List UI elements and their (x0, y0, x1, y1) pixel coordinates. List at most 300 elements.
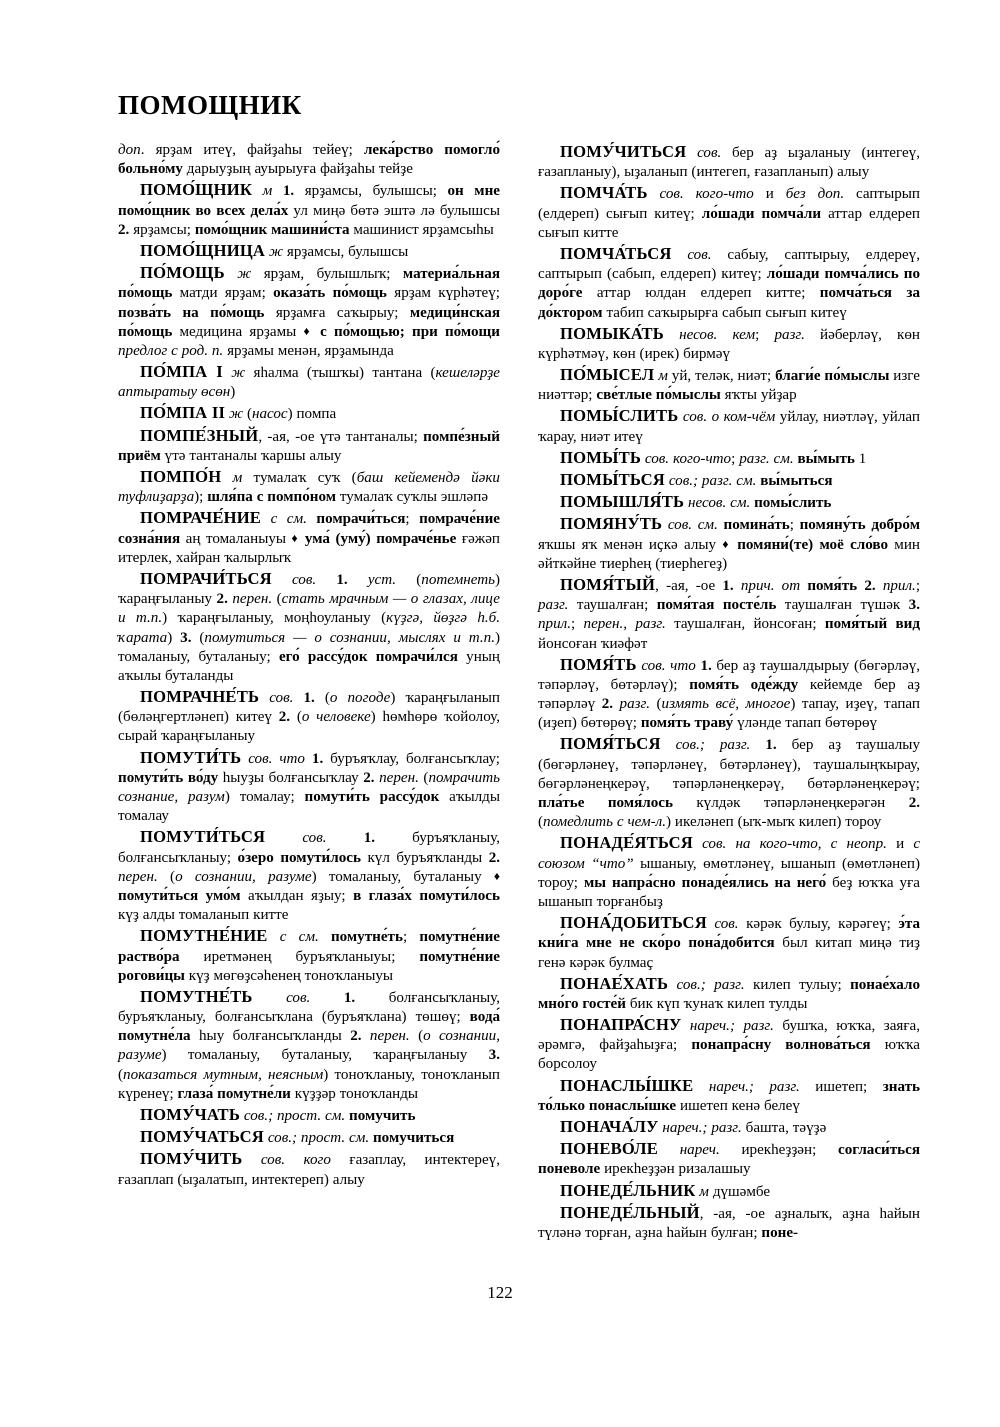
entry-text-run: позва́ть на по́мощь (118, 304, 265, 321)
entry-text-run: кешеләрҙе аптыратыу өсөн (118, 365, 501, 401)
dictionary-entry (538, 513, 920, 574)
entry-text-run: сов. что (636, 657, 696, 674)
entry-headword: ПОМРАЧЕ́НИЕ (140, 508, 262, 528)
entry-text-run: тумалаҡ суҡлы эшләпә (336, 489, 489, 506)
entry-text-run: глаза́ помутне́ли (177, 1085, 291, 1102)
entry-text-run: яһалма (тышҡы) тантана ( (253, 365, 436, 382)
entry-text-run: помутне́ть (330, 929, 403, 946)
entry-text-run: ярҙам, булышлыҡ; (263, 266, 403, 283)
entry-text-run: ышаныу, өмөтләнеү, ышанып (өмөтләнеп) тороу; (538, 855, 920, 891)
entry-headword: ПО́МЫСЕЛ (560, 365, 655, 385)
entry-text-run: помо́щник машини́ста (194, 221, 350, 238)
entry-text-run: медицина ярҙамы (172, 323, 304, 340)
dictionary-entry (538, 323, 920, 364)
entry-text-run: нареч. (657, 1142, 720, 1159)
entry-text-run: 3. (488, 1047, 500, 1064)
entry-headword: ПОМУТИ́ТЬ (140, 747, 242, 767)
entry-headword: ПО́МОЩЬ (140, 263, 225, 283)
entry-text-run: ярҙамға саҡырыу; (264, 304, 410, 321)
entry-text-run (327, 830, 364, 846)
entry-headword: ПОМУ́ЧАТЬСЯ (140, 1127, 264, 1147)
entry-headword: ПОМЫ́ТЬСЯ (560, 470, 665, 489)
entry-headword: ПОНЕВО́ЛЕ (560, 1139, 658, 1159)
entry-text-run: сов. (671, 246, 712, 263)
dictionary-entry (538, 654, 920, 734)
entry-text-run: помя́ть траву́ (640, 715, 734, 732)
entry-text-run: помча́ться за до́ктором (538, 285, 920, 321)
entry-text-run: 1 (854, 450, 867, 467)
entry-text-run: ума́ (уму́) помраче́нье (304, 530, 457, 547)
entry-headword: ПОНАДЕ́ЯТЬСЯ (560, 833, 693, 853)
entry-text-run: иретмәнең буръяҡланыуы; (179, 948, 420, 965)
entry-text-run: 1. (343, 989, 356, 1006)
entry-text-run: перен. (379, 769, 419, 786)
entry-text-run: ♦ (493, 868, 501, 883)
entry-text-run: медици́нская по́мощь (118, 304, 500, 340)
entry-headword: ПОМУ́ЧАТЬ (140, 1105, 240, 1124)
entry-text-run: 2. (908, 795, 921, 811)
entry-text-run: сов.; разг. (660, 737, 751, 754)
entry-text-run: ) томалау; (224, 789, 305, 805)
dictionary-entry (538, 1202, 920, 1243)
dictionary-entry (538, 491, 920, 513)
entry-text-run: ) ҡараңғыланыу (118, 571, 501, 608)
entry-text-run: ( (538, 814, 544, 831)
entry-text-run: сов. (265, 830, 327, 847)
entry-text-run: юҡҡа борсолоу (538, 1037, 920, 1073)
entry-text-run: м (252, 183, 283, 200)
entry-headword: ПОМЫ́ТЬ (560, 447, 642, 467)
entry-text-run: баш кейемендә йәки туфлиҙарҙа (118, 470, 500, 506)
entry-text-run: ло́шади помча́ли (701, 205, 822, 222)
entry-text-run: ; (755, 326, 775, 343)
entry-text-run: 1. (722, 577, 734, 594)
entry-text-run: о погоде (329, 690, 391, 707)
entry-text-run: 3. (180, 629, 192, 646)
entry-text-run: ишетеп; (799, 1078, 883, 1095)
entry-text-run: в глаза́х помути́лось (353, 887, 500, 904)
entry-text-run: помы́слить (754, 495, 832, 512)
entry-text-run: и (753, 186, 786, 203)
entry-text-run: бер аҙ ыҙаланыу (интегеү, ғазапланыу), ыҙаланып (интегеп, ғазапланып) алыу (538, 145, 920, 181)
entry-text-run: нареч.; разг. (693, 1078, 800, 1095)
entry-text-run: ярҙамсы, булышсы; (294, 183, 448, 200)
entry-text-run: буръяҡланыу, болғансыҡланыу; (118, 830, 500, 866)
entry-text-run: без доп. (785, 186, 845, 203)
entry-text-run: с см. (261, 511, 307, 528)
entry-text-run: ярҙамсы, булышсы (286, 243, 409, 260)
entry-text-run: ярҙам күрһәтеү; (386, 285, 500, 302)
dictionary-entry (538, 469, 920, 491)
dictionary-entry (118, 826, 500, 925)
entry-text-run: 2. (278, 709, 291, 726)
entry-text-run: ); (194, 489, 208, 506)
entry-headword: ПОМЯ́ТЬ (560, 654, 637, 674)
entry-headword: ПОНЕДЕ́ЛЬНЫЙ (560, 1202, 700, 1222)
entry-text-run: сов. (259, 690, 294, 707)
entry-text-run: ( (246, 406, 252, 423)
entry-text-run: ло́шади помча́лись по доро́ге (538, 266, 920, 302)
dictionary-entry (538, 243, 920, 323)
entry-text-run: машинист ярҙамсыһы (349, 221, 494, 238)
entry-text-run: сов. (686, 145, 722, 161)
entry-text-run: 1. (311, 750, 324, 767)
entry-text-run: үләнде тапап бөтөрөү (733, 715, 878, 732)
entry-text-run: яҡты уйҙар (720, 387, 797, 404)
entry-text-run: прил. (538, 616, 571, 633)
entry-text-run: 2. (350, 1028, 362, 1045)
entry-text-run: доп (118, 142, 141, 158)
entry-headword: ПОМПО́Н (140, 467, 222, 486)
entry-text-run: 2. (488, 849, 501, 866)
dictionary-entry (118, 568, 500, 686)
entry-text-run: перен. (118, 868, 158, 885)
entry-text-run: ; (571, 616, 584, 633)
entry-text-run: бер аҙ таушалыу (бөгәрләнеү, тәпәрләнеү, бөтәрләнеү), таушалыңҡырау, бөгәрләнеңкерәү, тәпәрләнеңкерәү, бөтәрләнеңкерәү; (538, 737, 920, 792)
entry-text-run: э́та кни́га мне не ско́ро пона́добится (538, 916, 920, 952)
entry-text-run: күҙгә, йөҙгә һ.б. ҡарата (118, 610, 501, 646)
entry-text-run: м (221, 470, 254, 486)
entry-text-run: 2. (864, 577, 876, 594)
entry-text-run: нареч.; разг. (681, 1018, 774, 1035)
right-text-column (538, 141, 920, 1243)
entry-text-run: сабыу, саптырыу, елдереү, саптырып (сабып, елдереп) китеү; (538, 246, 920, 283)
entry-text-run: аҡылдан яҙыу; (240, 887, 354, 904)
entry-text-run: с союзом “что” (538, 836, 921, 872)
entry-text-run: аң томаланыуы (180, 530, 292, 547)
entry-text-run: пла́тье помя́лось (538, 795, 673, 811)
entry-text-run: сов.; прост. см. (263, 1130, 370, 1147)
entry-headword: ПОМУ́ЧИТЬ (140, 1149, 243, 1169)
entry-text-run: бер аҙ таушалдырыу (бөгәрләү, тәпәрләү, бөтәрләү); (538, 657, 921, 693)
entry-text-run: помя́тая посте́ль (656, 597, 777, 614)
entry-text-run: үтә тантаналы ҡаршы алыу (160, 447, 342, 464)
entry-headword: ПОМРАЧИ́ТЬСЯ (140, 568, 272, 588)
entry-text-run: разг. (619, 696, 650, 713)
entry-text-run: ирекһеҙҙән ризалашыу (600, 1161, 751, 1178)
entry-text-run: саптырып (елдереп) сығып китеү; (538, 186, 921, 222)
dictionary-entry (538, 1138, 920, 1179)
entry-text-run: яҡшы яҡ менән иҫкә алыу (538, 536, 723, 553)
entry-text-run: ж (222, 365, 254, 382)
dictionary-entry (118, 925, 500, 986)
entry-text-run: перен., разг. (583, 616, 666, 633)
entry-text-run: йәберләү, көн күрһәтмәү, көн (ирек) бирмәү (538, 326, 920, 362)
entry-text-run: сов.; разг. (668, 976, 745, 993)
entry-text-run: потемнеть (421, 571, 495, 588)
entry-text-run: кәрәк булыу, кәрәгеү; (738, 916, 899, 933)
entry-text-run: сов. (706, 916, 739, 933)
entry-text-run: сов. см. (662, 517, 718, 534)
entry-text-run: ул миңә бөтә эштә лә булышсы (288, 202, 500, 219)
entry-text-run: материа́льная по́мощь (118, 266, 500, 302)
entry-text-run: помраче́ние созна́ния (118, 511, 500, 547)
entry-text-run: ) томаланыу, буталаныу (311, 868, 494, 885)
entry-text-run: ; (405, 511, 420, 528)
entry-text-run: аҡылды томалау (118, 789, 501, 825)
dictionary-entry (118, 747, 500, 827)
entry-text-run: ярҙамсы; (129, 221, 195, 238)
entry-text-run: о́зеро помути́лось (237, 849, 361, 866)
dictionary-entry (538, 912, 920, 973)
entry-text-run: ; (915, 577, 921, 594)
entry-text-run: күл буръяҡланды (360, 849, 489, 866)
entry-text-run: сов. кого-что (641, 450, 732, 467)
entry-text-run: ( (191, 629, 205, 646)
entry-headword: ПОМЧА́ТЬ (560, 183, 648, 203)
entry-text-run: таушалған түшәк (776, 597, 909, 614)
entry-headword: ПОМУТИ́ТЬСЯ (140, 827, 266, 847)
entry-text-run (305, 751, 312, 767)
entry-text-run: его́ рассу́док помрачи́лся (278, 648, 458, 665)
entry-text-run: кейемде бер аҙ тәпәрләү (538, 676, 920, 713)
entry-headword: ПОНАЕ́ХАТЬ (560, 973, 669, 993)
entry-text-run: бушҡа, юҡҡа, заяға, әрәмгә, файҙаһыҙға; (538, 1018, 920, 1054)
entry-text-run: ) помпа (287, 406, 337, 423)
entry-text-run: аттар елдереп сығып китте (538, 205, 920, 241)
entry-text-run: сов. кого-что (647, 186, 754, 203)
entry-text-run: таушалған; (568, 597, 657, 614)
entry-headword: ПОМЫ́СЛИТЬ (560, 406, 679, 426)
entry-text-run (307, 511, 317, 527)
entry-text-run: оказа́ть по́мощь (273, 285, 387, 302)
entry-headword: ПОМО́ЩНИК (140, 180, 253, 200)
entry-headword: ПОНАПРА́СНУ (560, 1015, 682, 1035)
entry-text-run: ж (225, 406, 247, 423)
entry-text-run: ♦ (291, 530, 300, 545)
entry-text-run: изге ниәттәр; (538, 368, 920, 404)
entry-text-run: , -ая, -ое үтә тантаналы; (258, 428, 424, 445)
entry-text-run: матди ярҙам; (172, 285, 274, 302)
entry-headword: ПО́МПА II (140, 403, 226, 423)
dictionary-entry (538, 1014, 920, 1075)
entry-text-run: 1. (303, 690, 315, 707)
dictionary-entry (118, 179, 500, 240)
entry-text-run: 2. (118, 221, 130, 238)
entry-headword: ПОМЫКА́ТЬ (560, 323, 664, 343)
entry-text-run: разг. (774, 326, 805, 343)
entry-headword: ПОНАСЛЫ́ШКЕ (560, 1075, 694, 1095)
entry-text-run: благи́е по́мыслы (775, 368, 890, 385)
entry-text-run: перен. (232, 591, 273, 608)
entry-text-run: был китап миңә тиҙ генә кәрәк булмаҫ (538, 935, 920, 971)
dictionary-entry (118, 240, 500, 262)
entry-text-run: 1. (282, 183, 295, 200)
entry-text-run: 1. (363, 830, 376, 847)
entry-text-run: поне- (761, 1224, 799, 1241)
entry-text-run: помя́тый вид (824, 616, 920, 633)
entry-text-run: ярҙамы менән, ярҙамында (223, 342, 394, 359)
entry-text-run: све́тлые по́мыслы (596, 387, 721, 404)
entry-headword: ПОНАЧА́ЛУ (560, 1117, 659, 1136)
entry-headword: ПОМЯ́ТЬСЯ (560, 734, 661, 754)
entry-text-run: , -ая, -ое (655, 577, 723, 594)
entry-headword: ПО́МПА I (140, 362, 223, 382)
entry-text-run: вы́мыть (797, 450, 855, 467)
entry-text-run: несов. кем (663, 326, 756, 343)
entry-text-run: күҙ алды томаланып китте (118, 907, 289, 924)
entry-text-run: уст. (367, 571, 397, 588)
dictionary-entry (538, 364, 920, 405)
entry-text-run: ) (230, 384, 236, 401)
entry-text-run (316, 572, 336, 588)
dictionary-entry (118, 686, 500, 747)
entry-text-run: ♦ (303, 323, 313, 338)
entry-text-run: бик күп ҡунаҡ килеп тулды (625, 995, 808, 1012)
entry-text-run: дүшәмбе (712, 1183, 771, 1200)
entry-text-run: м (695, 1183, 713, 1200)
entry-text-run: мы напра́сно понаде́ялись на него́ (584, 874, 827, 891)
entry-text-run: м (654, 368, 672, 385)
entry-text-run: вода́ помутне́ла (118, 1009, 500, 1045)
entry-text-run: ж (265, 243, 287, 260)
dictionary-entry (538, 1075, 920, 1116)
entry-text-run: помина́ть (723, 517, 790, 534)
entry-text-run: һыу болғансыҡланды (190, 1028, 351, 1045)
dictionary-entry (538, 832, 920, 912)
entry-text-run: вы́мыться (760, 473, 833, 489)
entry-headword: ПОНЕДЕ́ЛЬНИК (560, 1180, 696, 1200)
entry-headword: ПОМО́ЩНИЦА (140, 240, 266, 260)
entry-text-run: . ярҙам итеү, файҙаһы тейеү; (140, 142, 364, 158)
entry-text-run: күлдәк тәпәрләнеңкерәгән (672, 795, 909, 811)
page-number: 122 (487, 1283, 513, 1302)
entry-text-run: с по́мощью; при по́мощи (320, 323, 500, 340)
entry-text-run: буръяҡлау, болғансыҡлау; (323, 750, 501, 767)
entry-text-run: ) томаланыу, буталаныу; (118, 629, 501, 665)
dictionary-entry (538, 733, 920, 832)
dictionary-entry (538, 973, 920, 1014)
entry-text-run: 1. (336, 571, 348, 588)
entry-text-run: перен. (369, 1028, 410, 1045)
entry-text-run: ғәжәп итерлек, хайран ҡалырлыҡ (118, 530, 500, 566)
entry-headword: ПОМЯНУ́ТЬ (560, 514, 663, 534)
entry-headword: ПОМРАЧНЕ́ТЬ (140, 687, 260, 707)
entry-text-run: разг. см. (739, 450, 794, 467)
running-head: ПОМОЩНИК (118, 90, 302, 120)
dictionary-entry (538, 141, 920, 182)
entry-headword: ПОМУТНЕ́ТЬ (140, 986, 253, 1006)
dictionary-entry (538, 405, 920, 446)
entry-text-run: ) һөмһөрө ҡойолоу, сырай ҡараңғыланыу (118, 709, 500, 745)
entry-text-run: измять всё, многое (661, 696, 791, 713)
entry-text-run (293, 690, 303, 706)
entry-text-run: помрачи́ться (316, 511, 406, 528)
entry-text-run: уйлау, ниәтләү, уйлап ҡарау, ниәт итеү (538, 409, 920, 445)
entry-text-run: предлог с род. п. (118, 342, 224, 359)
entry-text-run: ( (418, 769, 429, 786)
entry-text-run: ) ҡараңғыланыу, моңһоуланыу ( (162, 610, 387, 627)
entry-text-run: ) тапау, иҙеү, тапап (иҙеп) бөтөрөү; (538, 696, 920, 732)
entry-text-run: шля́па с помпо́ном (207, 489, 337, 506)
entry-text-run: 2. (363, 769, 375, 786)
entry-text-run: ( (290, 709, 302, 726)
entry-text-run: ( (272, 591, 282, 608)
entry-text-run: разг. (538, 597, 569, 614)
entry-text-run: мин әйткәйне тиерһең (тиерһегеҙ) (538, 536, 920, 572)
entry-text-run: понае́хало мно́го госте́й (538, 976, 920, 1012)
entry-text-run: 2. (216, 591, 228, 608)
dictionary-entry (118, 1104, 500, 1126)
dictionary-entry (118, 986, 500, 1104)
entry-text-run: башта, тәүҙә (741, 1120, 827, 1136)
entry-text-run: килеп тулыу; (744, 976, 851, 993)
entry-text-run: помедлить с чем-л. (543, 814, 667, 831)
entry-text-run: ғазаплау, интектереү, ғазаплап (ыҙалатып, интектереп) алыу (118, 1152, 500, 1188)
entry-text-run (348, 572, 368, 588)
entry-text-run: помучить (349, 1108, 416, 1124)
dictionary-entry (118, 425, 500, 466)
entry-text-run: тумалаҡ суҡ ( (253, 470, 357, 486)
entry-text-run: ) тоноҡланыу, тоноҡланып күренеү; (118, 1066, 500, 1102)
entry-text-run (313, 324, 320, 340)
dictionary-entry (118, 1126, 500, 1148)
entry-text-run: сов. кого (242, 1152, 331, 1169)
entry-text-run: сов. (252, 989, 311, 1006)
dictionary-entry (538, 1116, 920, 1138)
dictionary-entry (538, 447, 920, 469)
entry-text-run: помрачить сознание, разум (118, 769, 500, 805)
entry-text-run (310, 990, 344, 1006)
entry-text-run: помяни́(те) моё сло́во (737, 536, 888, 553)
dictionary-entry (118, 1148, 500, 1189)
dictionary-entry (538, 574, 920, 654)
dictionary-entry (118, 507, 500, 568)
entry-text-run: ) икеләнеп (ыҡ-мыҡ килеп) тороу (666, 814, 882, 831)
entry-text-run: прил. (882, 577, 916, 594)
entry-text-run: ; (402, 929, 420, 946)
entry-headword: ПОМУ́ЧИТЬСЯ (560, 142, 687, 161)
entry-text-run: уй, теләк, ниәт; (671, 368, 776, 385)
dictionary-entry (118, 466, 500, 507)
entry-text-run: о сознании, разуме (175, 868, 312, 885)
entry-headword: ПОМЫШЛЯ́ТЬ (560, 492, 685, 512)
dictionary-entry (118, 402, 500, 424)
entry-text-run: помутне́ние рогови́цы (118, 948, 500, 984)
entry-text-run: 1. (700, 657, 712, 674)
entry-text-run: ♦ (722, 536, 731, 551)
entry-text-run: сов.; прост. см. (240, 1108, 346, 1124)
entry-text-run: күҙ мөгөҙсәһенең тоноҡланыуы (184, 967, 394, 984)
entry-text-run (876, 578, 883, 594)
entry-text-run: ) (167, 629, 181, 646)
entry-text-run: сов. на кого-что, с неопр. (692, 836, 887, 853)
entry-text-run (734, 578, 741, 594)
entry-text-run: стать мрачным — о глазах, лице и т.п. (118, 591, 501, 627)
entry-text-run: помути́ться умо́м (118, 887, 241, 904)
entry-text-run: ирекһеҙҙән; (719, 1142, 838, 1159)
entry-text-run: помпе́зный приём (118, 428, 500, 464)
entry-text-run: прич. от (740, 577, 801, 594)
entry-text-run: дарыуҙың ауырыуға файҙаһы тейҙе (182, 161, 413, 178)
dictionary-entry (118, 141, 500, 179)
entry-text-run: показаться мутным, неясным (123, 1066, 324, 1083)
entry-text-run: о сознании, разуме (118, 1028, 501, 1064)
dictionary-entry (538, 182, 920, 243)
entry-text-run: помути́ть рассу́док (304, 789, 440, 805)
entry-text-run (750, 737, 765, 753)
entry-text-run: ( (314, 690, 330, 707)
dictionary-entry (118, 361, 500, 402)
entry-text-run: 2. (601, 696, 614, 713)
entry-text-run: с см. (267, 929, 319, 946)
entry-text-run: ) томаланыу, буталаныу, ҡараңғыланыу (161, 1047, 489, 1064)
entry-text-run: насос (251, 406, 288, 423)
entry-headword: ПОМЧА́ТЬСЯ (560, 243, 672, 263)
entry-text-run: ишетеп кенә белеү (676, 1097, 800, 1114)
entry-text-run: табип саҡырырға сабып сығып китеү (602, 304, 847, 321)
entry-text-run: , -ая, -ое аҙналыҡ, аҙна һайын түләнә торған, аҙна һайын булған; (538, 1205, 920, 1241)
